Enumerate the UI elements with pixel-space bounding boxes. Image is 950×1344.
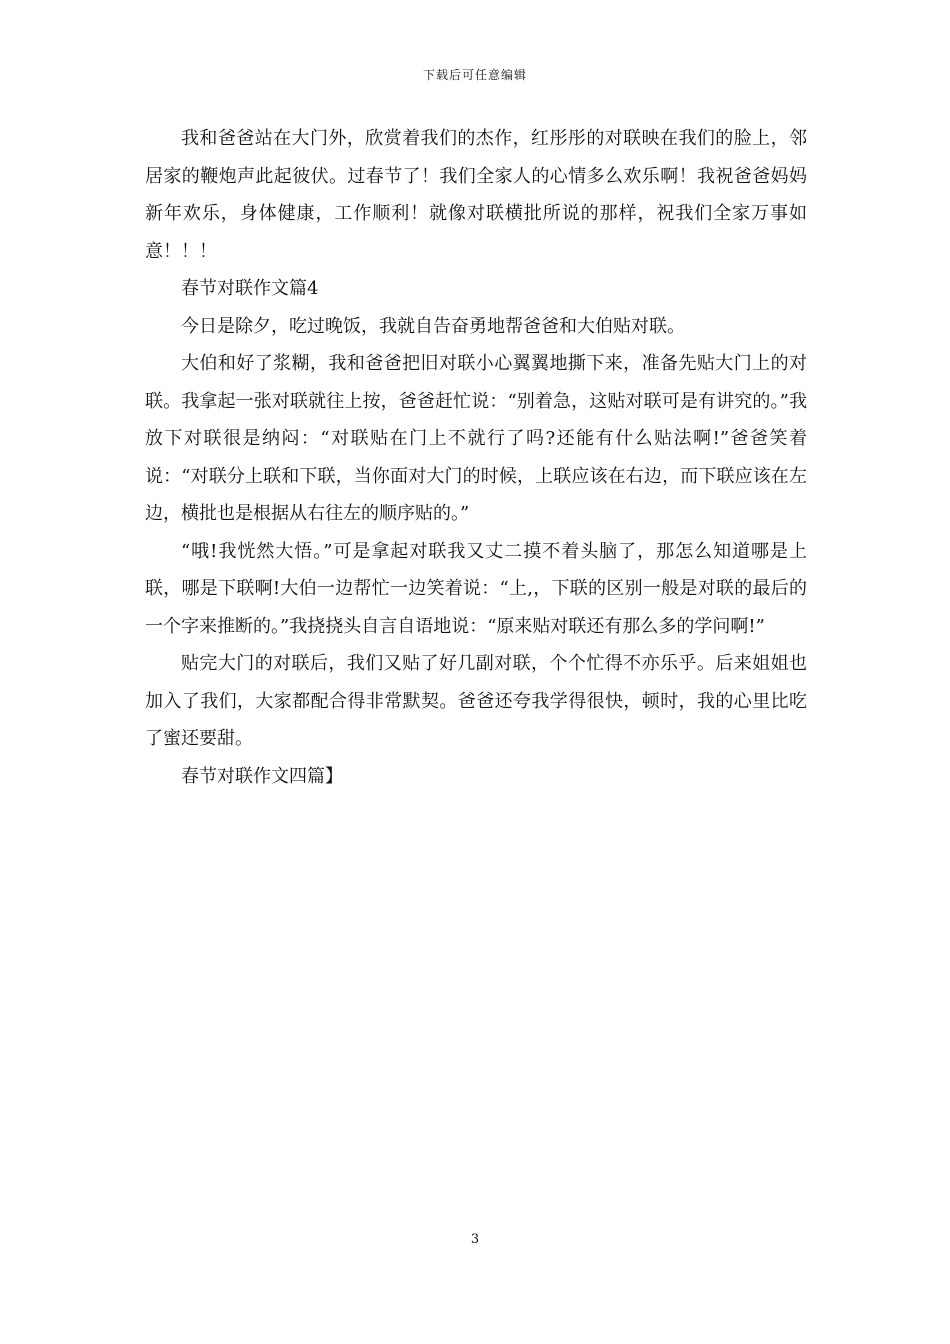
section-heading: 春节对联作文篇4 (181, 278, 319, 299)
page-header-note: 下载后可任意编辑 (422, 68, 527, 82)
paragraph: 今日是除夕，吃过晚饭，我就自告奋勇地帮爸爸和大伯贴对联。 (181, 315, 685, 337)
page-number: 3 (470, 1232, 480, 1247)
paragraph: 我和爸爸站在大门外，欣赏着我们的杰作，红彤彤的对联映在我们的脸上，邻居家的鞭炮声此起彼伏。过春节了！我们全家人的心情多么欢乐啊！我祝爸爸妈妈新年欢乐，身体健康，工作顺利！就像对联横批所说的那样，祝我们全家万事如意！！！ (145, 128, 807, 262)
paragraph: “哦!我恍然大悟。”可是拿起对联我又丈二摸不着头脑了，那怎么知道哪是上联，哪是下联啊!大伯一边帮忙一边笑着说：“上,，下联的区别一般是对联的最后的一个字来推断的。”我挠挠头自言自语地说：“原来贴对联还有那么多的学问啊!” (145, 540, 807, 637)
section-heading: 春节对联作文四篇】 (181, 765, 343, 787)
paragraph: 大伯和好了浆糊，我和爸爸把旧对联小心翼翼地撕下来，准备先贴大门上的对联。我拿起一张对联就往上按，爸爸赶忙说：“别着急，这贴对联可是有讲究的。”我放下对联很是纳闷：“对联贴在门上不就行了吗?还能有什么贴法啊!”爸爸笑着说：“对联分上联和下联，当你面对大门的时候，上联应该在右边，而下联应该在左边，横批也是根据从右往左的顺序贴的。” (145, 353, 807, 524)
document-body (145, 120, 807, 795)
paragraph: 贴完大门的对联后，我们又贴了好几副对联，个个忙得不亦乐乎。后来姐姐也加入了我们，大家都配合得非常默契。爸爸还夸我学得很快，顿时，我的心里比吃了蜜还要甜。 (145, 653, 807, 749)
